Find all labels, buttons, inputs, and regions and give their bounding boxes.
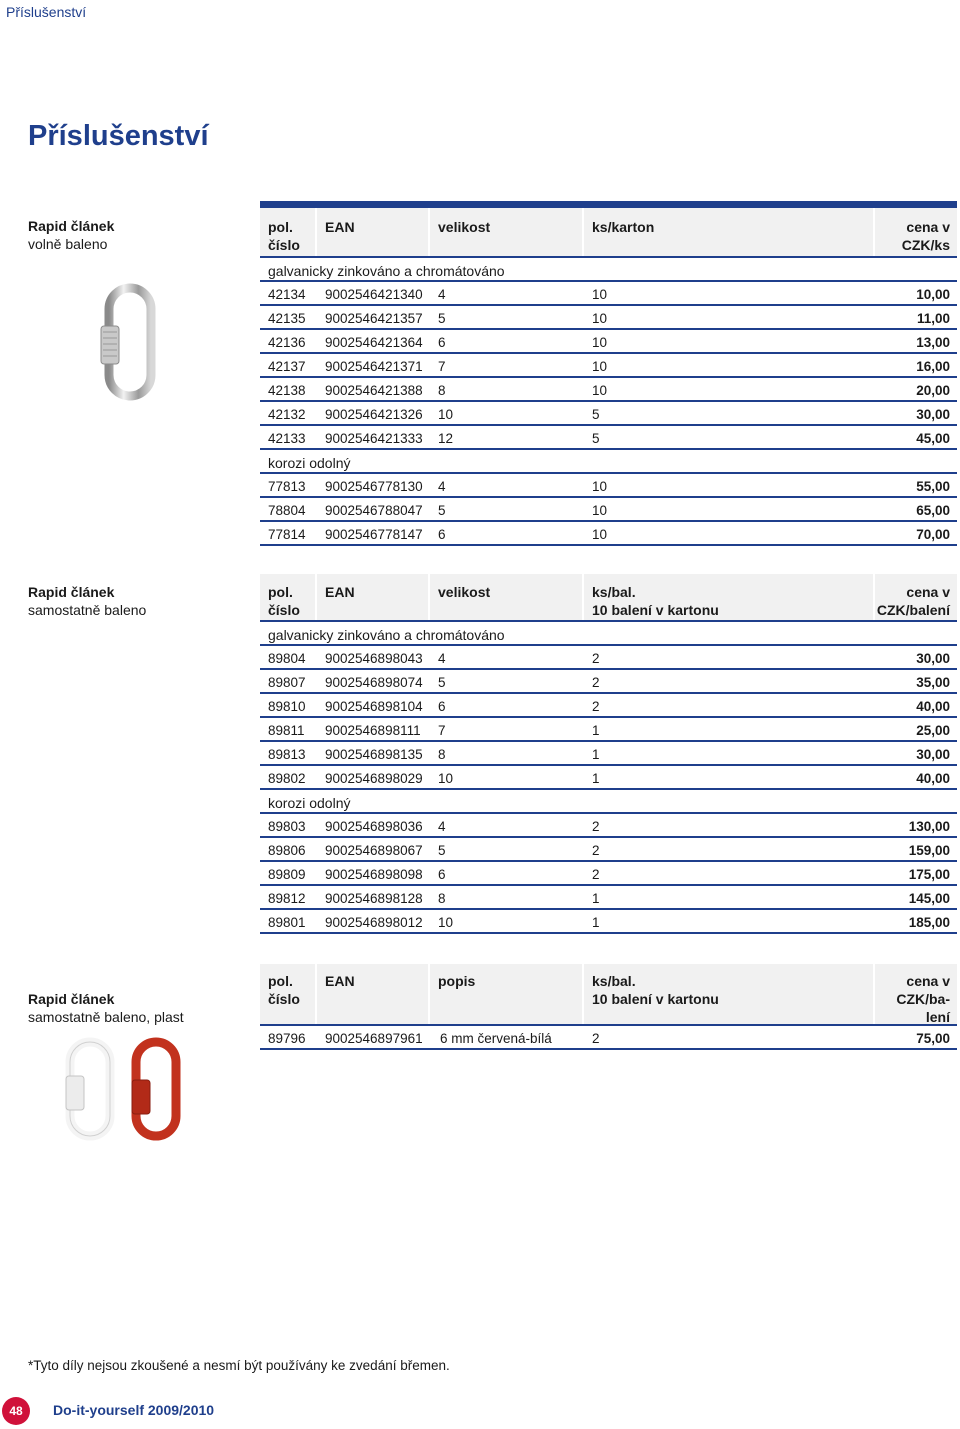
cell-size: 6 bbox=[438, 335, 446, 350]
cell-price: 35,00 bbox=[916, 675, 950, 690]
cell-pol-cislo: 89796 bbox=[268, 1031, 306, 1046]
section2-label-subtitle: samostatně baleno bbox=[28, 602, 147, 618]
table-top-bar bbox=[260, 201, 957, 208]
cell-qty: 5 bbox=[592, 407, 600, 422]
table-row bbox=[260, 838, 957, 862]
cell-price: 45,00 bbox=[916, 431, 950, 446]
cell-ean: 9002546421364 bbox=[325, 335, 423, 350]
section2-table bbox=[260, 574, 957, 934]
cell-pol-cislo: 42138 bbox=[268, 383, 306, 398]
table-row bbox=[260, 886, 957, 910]
cell-price: 130,00 bbox=[908, 819, 950, 834]
cell-qty: 5 bbox=[592, 431, 600, 446]
cell-pol-cislo: 89807 bbox=[268, 675, 306, 690]
col-header-ean: EAN bbox=[317, 208, 428, 256]
cell-pol-cislo: 89801 bbox=[268, 915, 306, 930]
table-row bbox=[260, 402, 957, 426]
group-row: korozi odolný bbox=[260, 790, 957, 814]
table-header bbox=[260, 964, 957, 1026]
cell-size: 4 bbox=[438, 651, 446, 666]
section1-label-subtitle: volně baleno bbox=[28, 236, 108, 252]
cell-price: 25,00 bbox=[916, 723, 950, 738]
cell-ean: 9002546898012 bbox=[325, 915, 423, 930]
cell-pol-cislo: 89806 bbox=[268, 843, 306, 858]
cell-price: 16,00 bbox=[916, 359, 950, 374]
cell-size: 7 bbox=[438, 359, 446, 374]
cell-ean: 9002546421333 bbox=[325, 431, 423, 446]
col-header-popis: popis bbox=[430, 964, 582, 1024]
table-row bbox=[260, 766, 957, 790]
section1-table bbox=[260, 201, 957, 546]
table-row bbox=[260, 814, 957, 838]
cell-ean: 9002546898104 bbox=[325, 699, 423, 714]
section2-label bbox=[28, 583, 146, 619]
section3-label-title: Rapid článek bbox=[28, 991, 115, 1007]
cell-qty: 2 bbox=[592, 819, 600, 834]
cell-qty: 2 bbox=[592, 651, 600, 666]
cell-pol-cislo: 42137 bbox=[268, 359, 306, 374]
cell-size: 5 bbox=[438, 503, 446, 518]
cell-price: 55,00 bbox=[916, 479, 950, 494]
cell-qty: 10 bbox=[592, 311, 608, 326]
table-row bbox=[260, 742, 957, 766]
cell-qty: 10 bbox=[592, 479, 608, 494]
cell-ean: 9002546778130 bbox=[325, 479, 423, 494]
cell-size: 6 mm červená-bílá bbox=[440, 1031, 552, 1046]
table-row bbox=[260, 862, 957, 886]
cell-qty: 10 bbox=[592, 503, 608, 518]
cell-pol-cislo: 89812 bbox=[268, 891, 306, 906]
cell-qty: 10 bbox=[592, 383, 608, 398]
cell-size: 8 bbox=[438, 747, 446, 762]
cell-qty: 10 bbox=[592, 359, 608, 374]
table-row bbox=[260, 718, 957, 742]
cell-size: 5 bbox=[438, 843, 446, 858]
table-row bbox=[260, 354, 957, 378]
section1-label bbox=[28, 217, 114, 253]
cell-price: 175,00 bbox=[908, 867, 950, 882]
table-header bbox=[260, 574, 957, 622]
footnote: *Tyto díly nejsou zkoušené a nesmí být používány ke zvedání břemen. bbox=[28, 1358, 450, 1373]
cell-ean: 9002546898067 bbox=[325, 843, 423, 858]
table-row bbox=[260, 646, 957, 670]
cell-pol-cislo: 42134 bbox=[268, 287, 306, 302]
section3-label-subtitle: samostatně baleno, plast bbox=[28, 1009, 184, 1025]
table-row bbox=[260, 1026, 957, 1050]
cell-size: 4 bbox=[438, 819, 446, 834]
cell-ean: 9002546898111 bbox=[325, 723, 421, 738]
cell-ean: 9002546897961 bbox=[325, 1031, 423, 1046]
cell-ean: 9002546898098 bbox=[325, 867, 423, 882]
cell-qty: 10 bbox=[592, 287, 608, 302]
cell-pol-cislo: 89810 bbox=[268, 699, 306, 714]
table-row bbox=[260, 694, 957, 718]
cell-qty: 2 bbox=[592, 867, 600, 882]
table-row bbox=[260, 378, 957, 402]
col-header-ks-bal: ks/bal. 10 balení v kartonu bbox=[584, 964, 873, 1024]
cell-price: 185,00 bbox=[908, 915, 950, 930]
cell-price: 11,00 bbox=[916, 311, 950, 326]
running-header: Příslušenství bbox=[6, 4, 87, 20]
cell-price: 10,00 bbox=[916, 287, 950, 302]
carabiner-steel-image bbox=[95, 282, 165, 407]
cell-price: 65,00 bbox=[916, 503, 950, 518]
col-header-pol: pol. číslo bbox=[260, 574, 315, 620]
cell-size: 5 bbox=[438, 675, 446, 690]
carabiner-plastic-image bbox=[60, 1036, 190, 1145]
cell-size: 8 bbox=[438, 891, 446, 906]
page-number-badge: 48 bbox=[2, 1397, 30, 1425]
cell-qty: 1 bbox=[592, 915, 600, 930]
cell-ean: 9002546898029 bbox=[325, 771, 423, 786]
table-row bbox=[260, 910, 957, 934]
cell-ean: 9002546421388 bbox=[325, 383, 423, 398]
cell-ean: 9002546898074 bbox=[325, 675, 423, 690]
cell-pol-cislo: 77813 bbox=[268, 479, 306, 494]
cell-size: 12 bbox=[438, 431, 454, 446]
cell-qty: 1 bbox=[592, 747, 600, 762]
cell-size: 7 bbox=[438, 723, 446, 738]
cell-pol-cislo: 42132 bbox=[268, 407, 306, 422]
section3-table bbox=[260, 964, 957, 1050]
cell-pol-cislo: 89803 bbox=[268, 819, 306, 834]
cell-size: 10 bbox=[438, 915, 454, 930]
cell-price: 40,00 bbox=[916, 771, 950, 786]
cell-qty: 2 bbox=[592, 699, 600, 714]
section1-label-title: Rapid článek bbox=[28, 218, 115, 234]
cell-pol-cislo: 89813 bbox=[268, 747, 306, 762]
col-header-ks-karton: ks/karton bbox=[584, 208, 873, 256]
cell-pol-cislo: 77814 bbox=[268, 527, 306, 542]
cell-qty: 1 bbox=[592, 771, 600, 786]
cell-ean: 9002546778147 bbox=[325, 527, 423, 542]
table-row bbox=[260, 474, 957, 498]
cell-price: 70,00 bbox=[916, 527, 950, 542]
group-row: galvanicky zinkováno a chromátováno bbox=[260, 622, 957, 646]
col-header-ean: EAN bbox=[317, 574, 428, 620]
cell-price: 145,00 bbox=[908, 891, 950, 906]
cell-qty: 2 bbox=[592, 843, 600, 858]
publication-title: Do-it-yourself 2009/2010 bbox=[53, 1402, 215, 1418]
cell-ean: 9002546898135 bbox=[325, 747, 423, 762]
col-header-cena: cena v CZK/ks bbox=[875, 208, 957, 256]
cell-pol-cislo: 42135 bbox=[268, 311, 306, 326]
cell-qty: 10 bbox=[592, 527, 608, 542]
cell-qty: 10 bbox=[592, 335, 608, 350]
cell-qty: 2 bbox=[592, 675, 600, 690]
cell-size: 5 bbox=[438, 311, 446, 326]
cell-price: 13,00 bbox=[916, 335, 950, 350]
cell-pol-cislo: 89804 bbox=[268, 651, 306, 666]
cell-ean: 9002546421326 bbox=[325, 407, 423, 422]
cell-pol-cislo: 42136 bbox=[268, 335, 306, 350]
cell-qty: 2 bbox=[592, 1031, 600, 1046]
cell-ean: 9002546421340 bbox=[325, 287, 423, 302]
cell-pol-cislo: 89802 bbox=[268, 771, 306, 786]
section2-label-title: Rapid článek bbox=[28, 584, 115, 600]
cell-size: 6 bbox=[438, 527, 446, 542]
col-header-velikost: velikost bbox=[430, 574, 582, 620]
table-row bbox=[260, 498, 957, 522]
cell-ean: 9002546898036 bbox=[325, 819, 423, 834]
table-row bbox=[260, 670, 957, 694]
cell-price: 75,00 bbox=[916, 1031, 950, 1046]
cell-pol-cislo: 89811 bbox=[268, 723, 305, 738]
cell-price: 20,00 bbox=[916, 383, 950, 398]
cell-ean: 9002546788047 bbox=[325, 503, 423, 518]
section3-label bbox=[28, 990, 184, 1026]
col-header-cena: cena v CZK/ba- lení bbox=[875, 964, 957, 1024]
cell-price: 40,00 bbox=[916, 699, 950, 714]
group-row: korozi odolný bbox=[260, 450, 957, 474]
cell-size: 10 bbox=[438, 771, 454, 786]
col-header-cena: cena v CZK/balení bbox=[875, 574, 957, 620]
cell-size: 10 bbox=[438, 407, 454, 422]
cell-ean: 9002546898128 bbox=[325, 891, 423, 906]
col-header-pol: pol. číslo bbox=[260, 964, 315, 1024]
cell-ean: 9002546898043 bbox=[325, 651, 423, 666]
cell-qty: 1 bbox=[592, 723, 600, 738]
table-row bbox=[260, 282, 957, 306]
group-row: galvanicky zinkováno a chromátováno bbox=[260, 258, 957, 282]
col-header-ean: EAN bbox=[317, 964, 428, 1024]
cell-size: 6 bbox=[438, 699, 446, 714]
table-row bbox=[260, 330, 957, 354]
table-row bbox=[260, 306, 957, 330]
table-header bbox=[260, 208, 957, 258]
cell-qty: 1 bbox=[592, 891, 600, 906]
cell-price: 30,00 bbox=[916, 747, 950, 762]
cell-pol-cislo: 78804 bbox=[268, 503, 306, 518]
cell-price: 30,00 bbox=[916, 651, 950, 666]
cell-ean: 9002546421357 bbox=[325, 311, 423, 326]
cell-price: 30,00 bbox=[916, 407, 950, 422]
cell-price: 159,00 bbox=[908, 843, 950, 858]
table-row bbox=[260, 522, 957, 546]
cell-size: 4 bbox=[438, 287, 446, 302]
col-header-pol: pol. číslo bbox=[260, 208, 315, 256]
cell-ean: 9002546421371 bbox=[325, 359, 423, 374]
cell-pol-cislo: 89809 bbox=[268, 867, 306, 882]
table-row bbox=[260, 426, 957, 450]
cell-size: 8 bbox=[438, 383, 446, 398]
cell-pol-cislo: 42133 bbox=[268, 431, 306, 446]
cell-size: 6 bbox=[438, 867, 446, 882]
cell-size: 4 bbox=[438, 479, 446, 494]
col-header-velikost: velikost bbox=[430, 208, 582, 256]
page-title: Příslušenství bbox=[28, 120, 209, 152]
col-header-ks-bal: ks/bal. 10 balení v kartonu bbox=[584, 574, 873, 620]
